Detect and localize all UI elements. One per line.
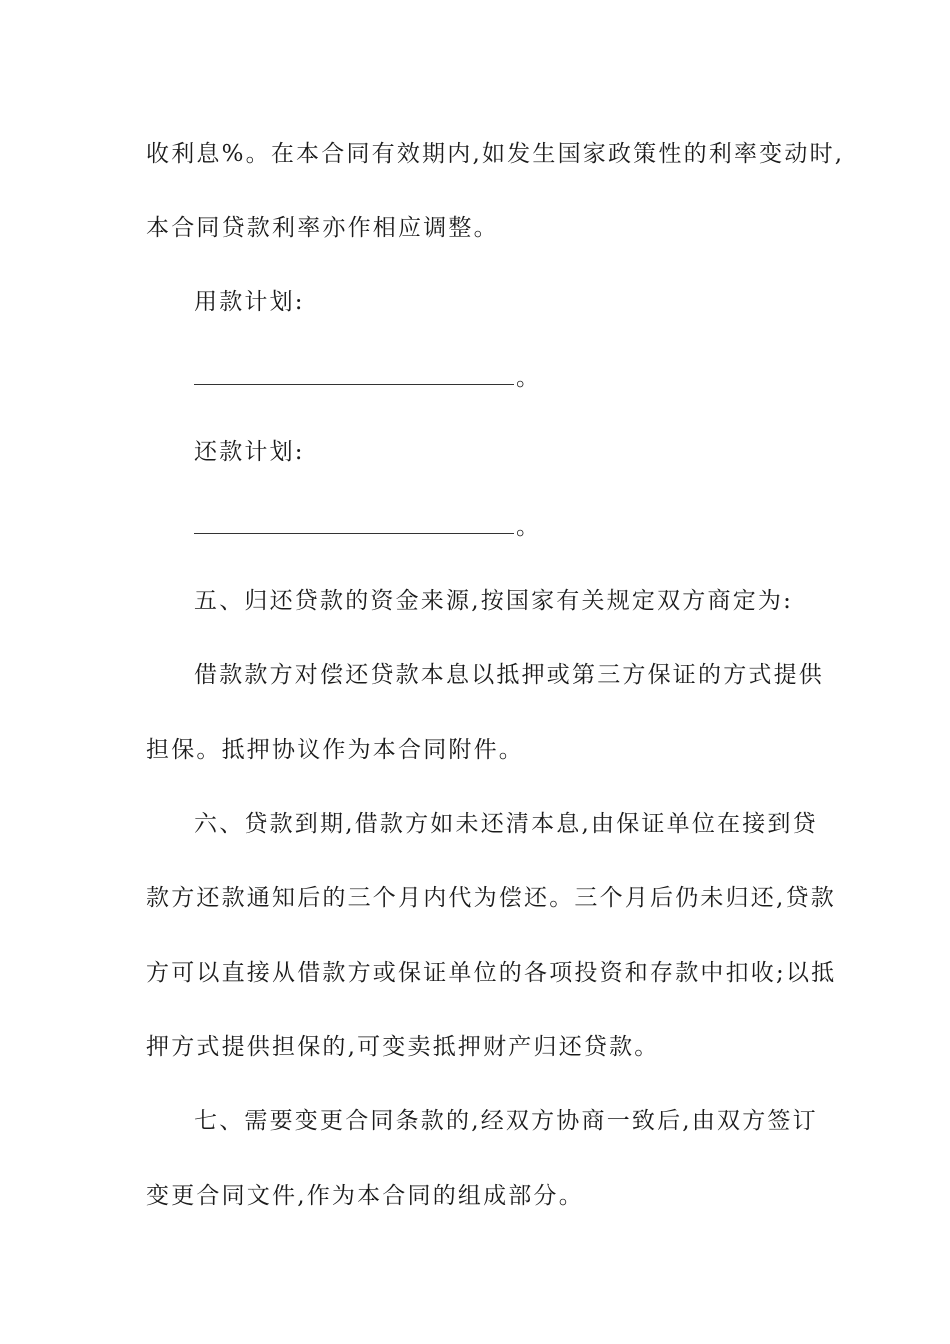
usage-plan-label: 用款计划:: [194, 289, 305, 315]
repayment-plan-blank: [194, 512, 539, 542]
paragraph-line: 收利息%。在本合同有效期内,如发生国家政策性的利率变动时,: [146, 141, 845, 167]
paragraph-line: 借款款方对偿还贷款本息以抵押或第三方保证的方式提供: [194, 662, 824, 688]
paragraph-line: 款方还款通知后的三个月内代为偿还。三个月后仍未归还,贷款: [146, 885, 836, 911]
usage-plan-blank: [194, 363, 539, 393]
clause-seven-line: 七、需要变更合同条款的,经双方协商一致后,由双方签订: [194, 1108, 818, 1134]
paragraph-line: 方可以直接从借款方或保证单位的各项投资和存款中扣收;以抵: [146, 960, 837, 986]
clause-six-line: 六、贷款到期,借款方如未还清本息,由保证单位在接到贷: [194, 811, 818, 837]
paragraph-line: 变更合同文件,作为本合同的组成部分。: [146, 1183, 584, 1209]
paragraph-line: 押方式提供担保的,可变卖抵押财产归还贷款。: [146, 1034, 660, 1060]
blank-period: 。: [516, 514, 539, 540]
clause-five-heading: 五、归还贷款的资金来源,按国家有关规定双方商定为:: [194, 588, 794, 614]
fill-in-line: [194, 515, 514, 534]
blank-period: 。: [516, 365, 539, 391]
fill-in-line: [194, 366, 514, 385]
paragraph-line: 担保。抵押协议作为本合同附件。: [146, 737, 524, 763]
paragraph-line: 本合同贷款利率亦作相应调整。: [146, 215, 499, 241]
repayment-plan-label: 还款计划:: [194, 439, 305, 465]
